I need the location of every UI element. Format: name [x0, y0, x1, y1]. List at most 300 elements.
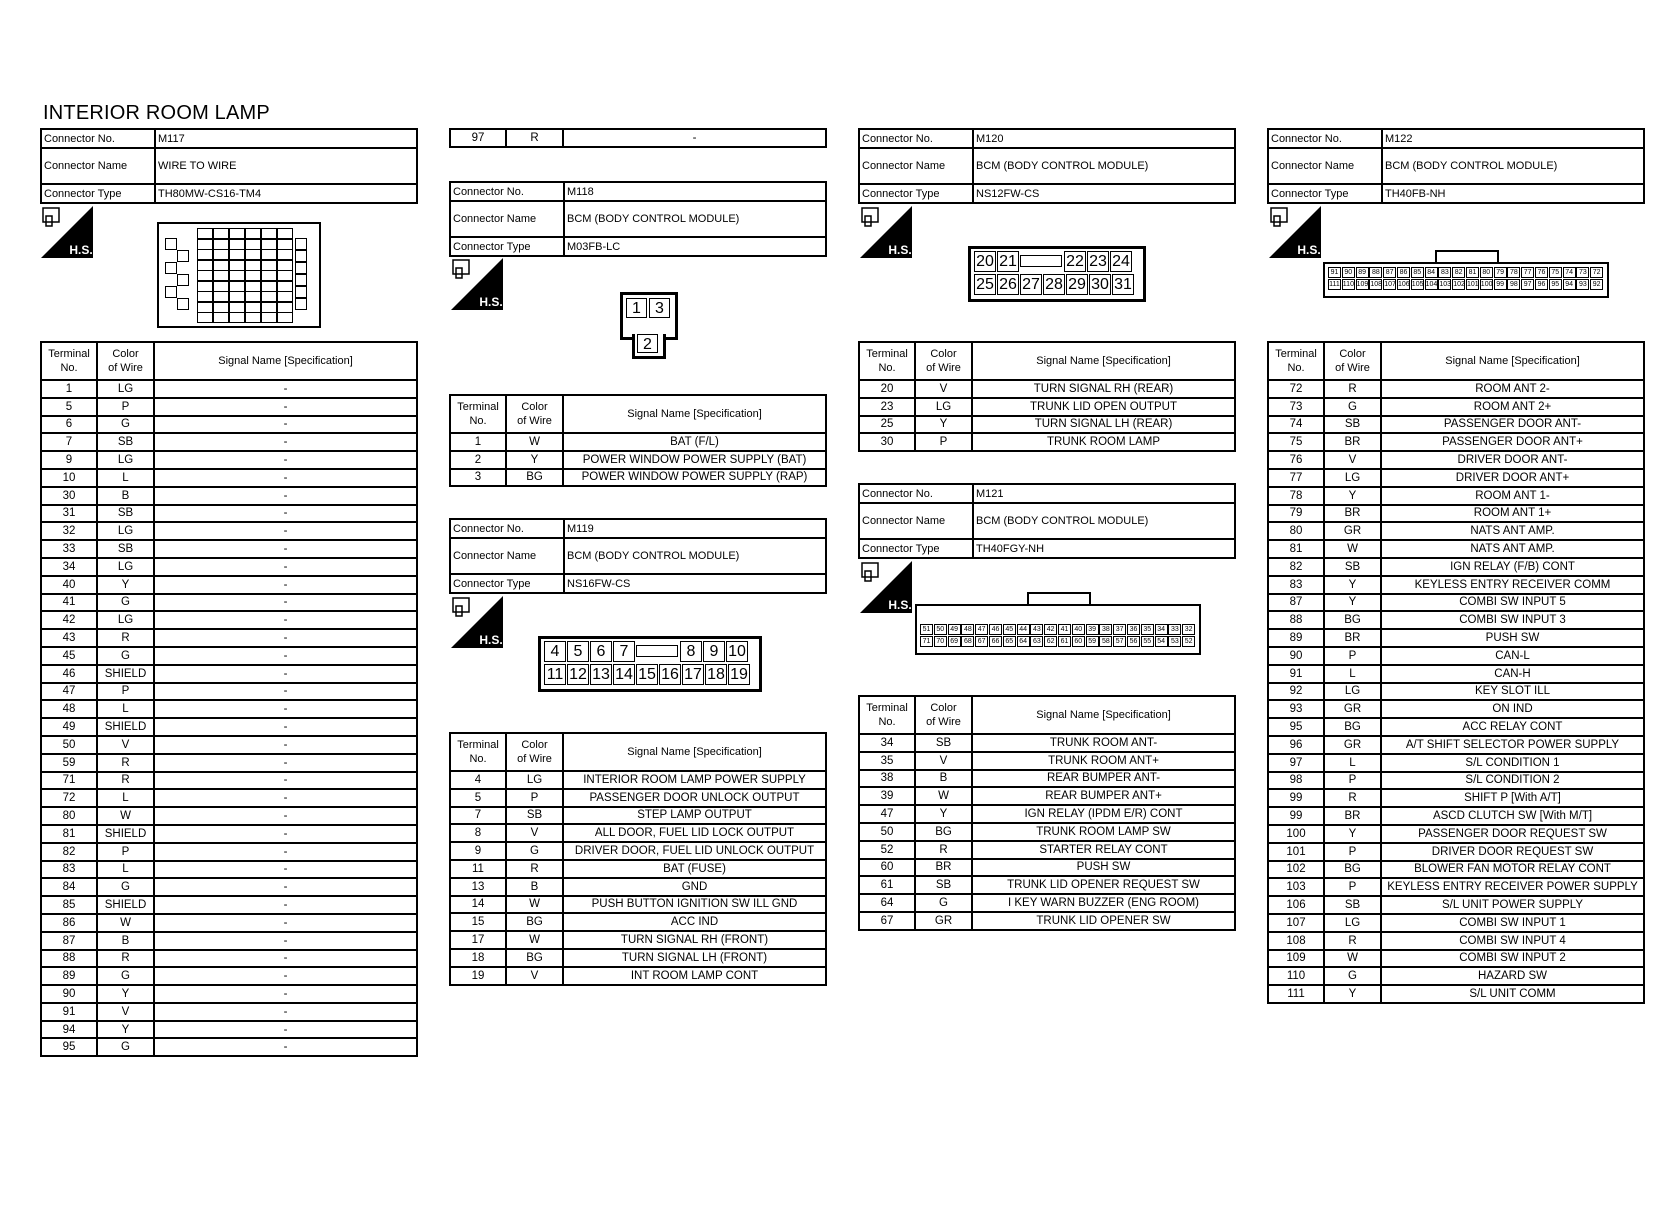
terminal-cell: 23	[859, 398, 915, 416]
pin: 13	[590, 664, 612, 685]
cavity	[177, 298, 189, 310]
pin: 93	[1576, 279, 1589, 290]
color-cell: LG	[97, 380, 154, 398]
signal-cell: KEY SLOT ILL	[1381, 683, 1644, 701]
table-row	[1268, 825, 1644, 843]
terminal-cell: 103	[1268, 878, 1324, 896]
key-slot	[1020, 255, 1062, 267]
signal-cell: -	[154, 878, 417, 896]
hs-icon	[41, 206, 93, 258]
label: Connector Name	[859, 503, 973, 539]
pin: 66	[989, 636, 1002, 647]
hs-icon	[860, 206, 912, 258]
color-cell: P	[97, 683, 154, 701]
cavity	[213, 239, 229, 250]
signal-cell: -	[154, 950, 417, 968]
table-row	[1268, 683, 1644, 701]
pin: 28	[1043, 274, 1065, 295]
cavity	[229, 312, 245, 323]
m118-connector-face	[620, 292, 678, 340]
connector-type: NS12FW-CS	[973, 184, 1235, 203]
pin: 88	[1369, 267, 1382, 278]
color-cell: G	[97, 594, 154, 612]
pin: 42	[1044, 624, 1057, 635]
signal-cell: -	[154, 416, 417, 434]
connector-no: M119	[564, 519, 826, 538]
color-cell: W	[506, 433, 563, 451]
label: Connector Name	[41, 148, 155, 184]
signal-cell: ALL DOOR, FUEL LID LOCK OUTPUT	[563, 824, 826, 842]
signal-cell: -	[154, 611, 417, 629]
cavity	[295, 262, 307, 274]
cavity	[213, 302, 229, 313]
pin: 31	[1112, 274, 1134, 295]
color-cell: R	[506, 860, 563, 878]
terminal-cell: 46	[41, 665, 97, 683]
cavity	[261, 312, 277, 323]
table-row	[41, 398, 417, 416]
cavity	[177, 250, 189, 262]
terminal-cell: 25	[859, 416, 915, 434]
cavity	[277, 270, 293, 281]
connector-name: BCM (BODY CONTROL MODULE)	[564, 201, 826, 237]
signal-cell: IGN RELAY (F/B) CONT	[1381, 558, 1644, 576]
signal-cell: DRIVER DOOR ANT-	[1381, 451, 1644, 469]
pin: 49	[948, 624, 961, 635]
cavity	[213, 291, 229, 302]
m121-connector-face	[915, 604, 1201, 655]
table-row	[450, 451, 826, 469]
signal-cell: PASSENGER DOOR ANT-	[1381, 416, 1644, 434]
connector-no: M120	[973, 129, 1235, 148]
signal-cell: COMBI SW INPUT 5	[1381, 594, 1644, 612]
color-cell: B	[97, 487, 154, 505]
color-cell: BG	[506, 913, 563, 931]
pin: 25	[974, 274, 996, 295]
color-cell: Y	[1324, 825, 1381, 843]
cavity	[213, 249, 229, 260]
pin: 77	[1521, 267, 1534, 278]
color-cell: P	[1324, 843, 1381, 861]
signal-cell: BLOWER FAN MOTOR RELAY CONT	[1381, 861, 1644, 879]
key-slot	[636, 645, 678, 657]
color-cell: LG	[1324, 683, 1381, 701]
color-cell: L	[97, 469, 154, 487]
cavity	[277, 249, 293, 260]
pin: 91	[1328, 267, 1341, 278]
table-row	[1268, 843, 1644, 861]
terminal-cell: 82	[41, 843, 97, 861]
pin: 15	[636, 664, 658, 685]
terminal-cell: 47	[859, 805, 915, 823]
signal-cell: -	[154, 807, 417, 825]
terminal-cell: 41	[41, 594, 97, 612]
signal-cell: -	[154, 558, 417, 576]
color-cell: BR	[1324, 505, 1381, 523]
label: Connector No.	[450, 182, 564, 201]
terminal-cell: 3	[450, 469, 506, 487]
pin: 71	[920, 636, 933, 647]
terminal-cell: 71	[41, 772, 97, 790]
table-row	[41, 629, 417, 647]
signal-cell: I KEY WARN BUZZER (ENG ROOM)	[972, 894, 1235, 912]
pin: 10	[726, 641, 748, 662]
signal-cell: CAN-H	[1381, 665, 1644, 683]
signal-cell: -	[154, 861, 417, 879]
signal-cell: PUSH BUTTON IGNITION SW ILL GND	[563, 896, 826, 914]
pin: 6	[590, 641, 612, 662]
signal-cell: -	[154, 576, 417, 594]
signal-cell: HAZARD SW	[1381, 967, 1644, 985]
terminal-header: Terminal No.	[41, 342, 97, 380]
cavity	[229, 249, 245, 260]
color-cell: V	[915, 752, 972, 770]
m117-continued-table	[449, 128, 827, 148]
pin: 20	[974, 251, 996, 272]
label: Connector Type	[450, 237, 564, 256]
signal-cell: -	[154, 1003, 417, 1021]
table-row	[859, 912, 1235, 930]
pin: 90	[1342, 267, 1355, 278]
terminal-cell: 84	[41, 878, 97, 896]
terminal-cell: 14	[450, 896, 506, 914]
terminal-cell: 34	[859, 734, 915, 752]
color-cell: R	[506, 129, 563, 147]
terminal-cell: 39	[859, 787, 915, 805]
table-row	[41, 736, 417, 754]
pin: 54	[1155, 636, 1168, 647]
table-row	[1268, 451, 1644, 469]
m122-connector-face	[1323, 262, 1609, 298]
label: Connector Type	[1268, 184, 1382, 203]
signal-cell: PUSH SW	[1381, 629, 1644, 647]
signal-cell: DRIVER DOOR, FUEL LID UNLOCK OUTPUT	[563, 842, 826, 860]
terminal-header: Terminal No.	[450, 733, 506, 771]
m122-info-table	[1267, 128, 1645, 204]
terminal-cell: 74	[1268, 416, 1324, 434]
terminal-cell: 2	[450, 451, 506, 469]
cavity	[245, 239, 261, 250]
pin: 99	[1494, 279, 1507, 290]
cavity	[245, 260, 261, 271]
table-row	[41, 487, 417, 505]
terminal-cell: 10	[41, 469, 97, 487]
terminal-cell: 33	[41, 540, 97, 558]
connector-no: M121	[973, 484, 1235, 503]
color-cell: P	[1324, 647, 1381, 665]
cavity	[229, 270, 245, 281]
table-row	[41, 594, 417, 612]
cavity	[197, 260, 213, 271]
label: Connector No.	[859, 484, 973, 503]
m119-info-table	[449, 518, 827, 594]
terminal-cell: 1	[450, 433, 506, 451]
pin: 35	[1141, 624, 1154, 635]
table-row	[450, 949, 826, 967]
color-cell: SB	[97, 433, 154, 451]
connector-name: BCM (BODY CONTROL MODULE)	[564, 538, 826, 574]
m117-connector-face	[157, 222, 321, 328]
pin: 52	[1182, 636, 1195, 647]
pin: 59	[1086, 636, 1099, 647]
pin: 51	[920, 624, 933, 635]
table-row	[41, 700, 417, 718]
cavity	[295, 298, 307, 310]
terminal-cell: 72	[41, 789, 97, 807]
pin: 39	[1086, 624, 1099, 635]
terminal-cell: 72	[1268, 380, 1324, 398]
color-header: Color of Wire	[506, 733, 563, 771]
terminal-cell: 99	[1268, 807, 1324, 825]
signal-cell: REAR BUMPER ANT+	[972, 787, 1235, 805]
terminal-cell: 85	[41, 896, 97, 914]
color-cell: SB	[1324, 416, 1381, 434]
table-row	[1268, 807, 1644, 825]
signal-cell: -	[154, 825, 417, 843]
terminal-cell: 19	[450, 967, 506, 985]
label: Connector No.	[450, 519, 564, 538]
cavity	[197, 291, 213, 302]
color-cell: BG	[1324, 718, 1381, 736]
cavity	[165, 262, 177, 274]
pin: 95	[1549, 279, 1562, 290]
signal-cell: POWER WINDOW POWER SUPPLY (BAT)	[563, 451, 826, 469]
color-cell: B	[915, 770, 972, 788]
terminal-cell: 93	[1268, 700, 1324, 718]
signal-cell: COMBI SW INPUT 4	[1381, 932, 1644, 950]
pin: 61	[1058, 636, 1071, 647]
table-row	[450, 842, 826, 860]
terminal-cell: 87	[1268, 594, 1324, 612]
signal-cell: -	[154, 540, 417, 558]
table-row	[1268, 611, 1644, 629]
pin: 37	[1113, 624, 1126, 635]
color-cell: Y	[915, 416, 972, 434]
pin: 45	[1003, 624, 1016, 635]
terminal-cell: 78	[1268, 487, 1324, 505]
terminal-cell: 18	[450, 949, 506, 967]
color-cell: BG	[506, 469, 563, 487]
color-cell: W	[97, 807, 154, 825]
color-header: Color of Wire	[1324, 342, 1381, 380]
connector-type: M03FB-LC	[564, 237, 826, 256]
terminal-cell: 7	[450, 807, 506, 825]
cavity	[165, 238, 177, 250]
signal-cell: ON IND	[1381, 700, 1644, 718]
terminal-cell: 67	[859, 912, 915, 930]
table-row	[41, 914, 417, 932]
color-cell: BR	[1324, 433, 1381, 451]
m119-connector-face	[538, 636, 762, 692]
signal-cell: NATS ANT AMP.	[1381, 540, 1644, 558]
color-cell: BR	[915, 859, 972, 877]
color-cell: G	[1324, 398, 1381, 416]
table-row	[41, 451, 417, 469]
table-row	[1268, 914, 1644, 932]
table-row	[41, 1038, 417, 1056]
terminal-cell: 92	[1268, 683, 1324, 701]
signal-cell: TRUNK ROOM ANT+	[972, 752, 1235, 770]
connector-name: WIRE TO WIRE	[155, 148, 417, 184]
color-cell: BR	[1324, 807, 1381, 825]
color-cell: W	[506, 896, 563, 914]
cavity	[261, 281, 277, 292]
color-cell: P	[915, 433, 972, 451]
pin: 44	[1017, 624, 1030, 635]
table-row	[859, 841, 1235, 859]
table-row	[1268, 558, 1644, 576]
table-row	[1268, 700, 1644, 718]
m121-terminal-table	[858, 695, 1236, 931]
pin: 46	[989, 624, 1002, 635]
table-row	[41, 825, 417, 843]
pin: 56	[1127, 636, 1140, 647]
color-cell: Y	[1324, 985, 1381, 1003]
pin: 21	[997, 251, 1019, 272]
terminal-cell: 82	[1268, 558, 1324, 576]
pin: 23	[1087, 251, 1109, 272]
color-cell: L	[97, 700, 154, 718]
terminal-cell: 5	[450, 789, 506, 807]
color-cell: LG	[97, 611, 154, 629]
signal-cell: COMBI SW INPUT 2	[1381, 950, 1644, 968]
signal-cell: STARTER RELAY CONT	[972, 841, 1235, 859]
pin: 73	[1576, 267, 1589, 278]
signal-cell: CAN-L	[1381, 647, 1644, 665]
signal-cell: PASSENGER DOOR UNLOCK OUTPUT	[563, 789, 826, 807]
signal-cell: -	[154, 985, 417, 1003]
color-cell: Y	[1324, 487, 1381, 505]
pin: 7	[613, 641, 635, 662]
terminal-cell: 32	[41, 522, 97, 540]
cavity	[277, 312, 293, 323]
pin: 5	[567, 641, 589, 662]
terminal-cell: 80	[1268, 522, 1324, 540]
signal-cell: INTERIOR ROOM LAMP POWER SUPPLY	[563, 771, 826, 789]
cavity	[295, 274, 307, 286]
signal-cell: PUSH SW	[972, 859, 1235, 877]
table-row	[1268, 736, 1644, 754]
signal-cell: -	[154, 665, 417, 683]
color-cell: R	[1324, 932, 1381, 950]
color-cell: BG	[1324, 861, 1381, 879]
color-cell: SHIELD	[97, 825, 154, 843]
color-cell: SB	[1324, 558, 1381, 576]
terminal-cell: 88	[1268, 611, 1324, 629]
terminal-header: Terminal No.	[859, 342, 915, 380]
table-row	[859, 380, 1235, 398]
table-row	[859, 859, 1235, 877]
color-cell: R	[97, 950, 154, 968]
color-cell: R	[915, 841, 972, 859]
color-cell: B	[97, 932, 154, 950]
pin: 72	[1590, 267, 1603, 278]
table-row	[41, 665, 417, 683]
svg-text:H.S.: H.S.	[479, 633, 503, 647]
table-row	[1268, 416, 1644, 434]
color-cell: Y	[1324, 576, 1381, 594]
signal-cell: TRUNK LID OPENER REQUEST SW	[972, 876, 1235, 894]
signal-cell: REAR BUMPER ANT-	[972, 770, 1235, 788]
pin: 58	[1099, 636, 1112, 647]
terminal-cell: 108	[1268, 932, 1324, 950]
table-row	[450, 896, 826, 914]
table-row	[1268, 540, 1644, 558]
terminal-cell: 50	[41, 736, 97, 754]
table-row	[1268, 522, 1644, 540]
terminal-cell: 34	[41, 558, 97, 576]
signal-cell: TURN SIGNAL LH (REAR)	[972, 416, 1235, 434]
table-row	[1268, 647, 1644, 665]
color-cell: LG	[97, 522, 154, 540]
pin: 36	[1127, 624, 1140, 635]
pin: 98	[1507, 279, 1520, 290]
table-row	[1268, 950, 1644, 968]
signal-cell: ACC RELAY CONT	[1381, 718, 1644, 736]
signal-cell: S/L UNIT POWER SUPPLY	[1381, 896, 1644, 914]
terminal-cell: 81	[1268, 540, 1324, 558]
terminal-cell: 42	[41, 611, 97, 629]
color-cell: R	[97, 754, 154, 772]
cavity	[277, 291, 293, 302]
terminal-cell: 86	[41, 914, 97, 932]
pin: 40	[1072, 624, 1085, 635]
table-row	[1268, 665, 1644, 683]
terminal-cell: 45	[41, 647, 97, 665]
cavity	[295, 250, 307, 262]
pin: 107	[1384, 281, 1396, 288]
pin: 33	[1168, 624, 1181, 635]
pin: 34	[1155, 624, 1168, 635]
pin: 89	[1356, 267, 1369, 278]
pin: 84	[1425, 267, 1438, 278]
cavity	[295, 286, 307, 298]
table-row	[41, 950, 417, 968]
terminal-cell: 52	[859, 841, 915, 859]
label: Connector No.	[41, 129, 155, 148]
m117-info-table	[40, 128, 418, 204]
table-row	[41, 380, 417, 398]
color-cell: W	[97, 914, 154, 932]
table-row	[41, 789, 417, 807]
terminal-cell: 30	[859, 433, 915, 451]
cavity	[229, 239, 245, 250]
signal-cell: -	[154, 914, 417, 932]
terminal-cell: 13	[450, 878, 506, 896]
pin: 78	[1507, 267, 1520, 278]
terminal-cell: 91	[41, 1003, 97, 1021]
table-row	[41, 718, 417, 736]
table-row	[450, 771, 826, 789]
cavity	[213, 270, 229, 281]
terminal-cell: 80	[41, 807, 97, 825]
table-row	[41, 522, 417, 540]
table-row	[41, 505, 417, 523]
color-cell: P	[1324, 772, 1381, 790]
cavity	[197, 239, 213, 250]
terminal-cell: 109	[1268, 950, 1324, 968]
terminal-cell: 97	[1268, 754, 1324, 772]
terminal-cell: 83	[1268, 576, 1324, 594]
cavity	[295, 238, 307, 250]
color-cell: L	[1324, 665, 1381, 683]
table-row	[1268, 629, 1644, 647]
color-cell: LG	[506, 771, 563, 789]
terminal-cell: 8	[450, 824, 506, 842]
cavity	[229, 228, 245, 239]
label: Connector Name	[450, 201, 564, 237]
m120-terminal-table	[858, 341, 1236, 452]
